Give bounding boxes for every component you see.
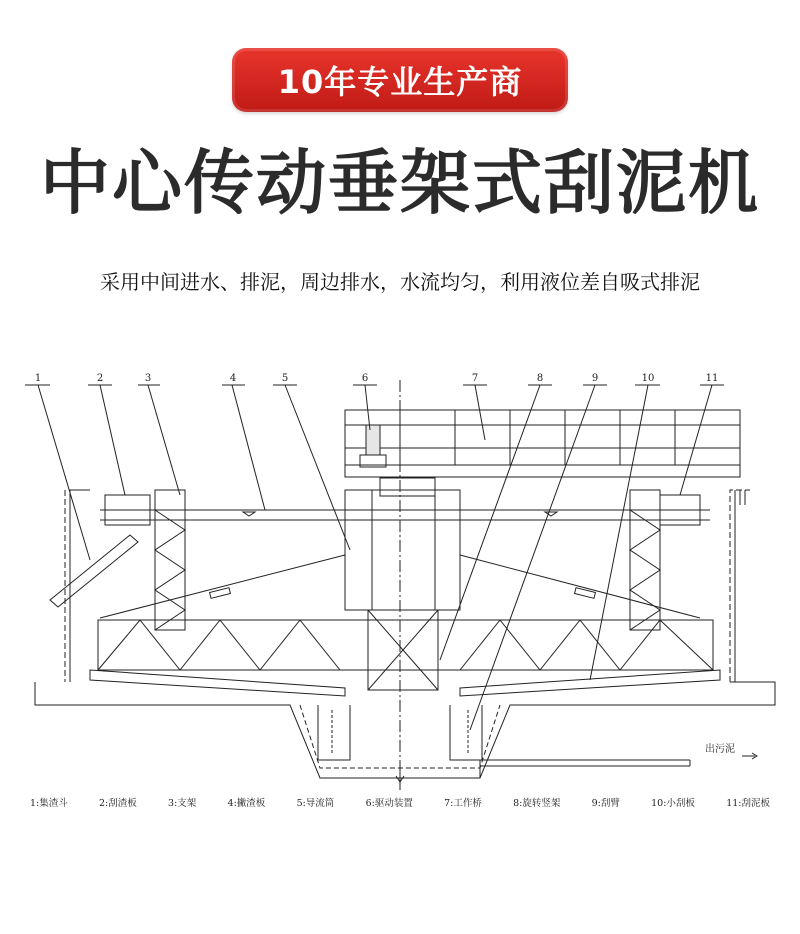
callout-9: 9 xyxy=(591,373,599,384)
callout-5: 5 xyxy=(281,373,289,384)
legend-item: 6:驱动装置 xyxy=(365,798,413,809)
diagram-legend xyxy=(30,795,770,809)
callout-2: 2 xyxy=(96,373,104,384)
callout-11: 11 xyxy=(705,373,719,384)
legend-item: 9:刮臂 xyxy=(591,798,620,809)
legend-item: 7:工作桥 xyxy=(444,798,482,809)
badge-text: 10年专业生产商 xyxy=(277,63,523,101)
legend-item: 11:刮泥板 xyxy=(726,798,770,809)
legend-item: 4:撇渣板 xyxy=(227,798,266,809)
callout-7: 7 xyxy=(471,373,479,384)
callout-3: 3 xyxy=(144,373,152,384)
callout-4: 4 xyxy=(229,373,237,384)
callout-6: 6 xyxy=(361,373,369,384)
outlet-label: 出污泥 xyxy=(705,744,735,755)
page-subtitle: 采用中间进水、排泥，周边排水，水流均匀，利用液位差自吸式排泥 xyxy=(100,270,700,294)
callout-1: 1 xyxy=(34,373,42,384)
legend-item: 5:导流筒 xyxy=(296,798,335,809)
callout-10: 10 xyxy=(641,373,655,384)
legend-item: 3:支架 xyxy=(168,798,197,809)
legend-item: 8:旋转竖架 xyxy=(513,798,561,809)
scraper-diagram xyxy=(0,360,800,800)
callout-8: 8 xyxy=(536,373,544,384)
legend-item: 10:小刮板 xyxy=(651,798,695,809)
legend-item: 1:集渣斗 xyxy=(30,798,68,809)
page-title: 中心传动垂架式刮泥机 xyxy=(40,142,760,224)
manufacturer-badge xyxy=(232,48,568,112)
legend-item: 2:刮渣板 xyxy=(99,798,137,809)
